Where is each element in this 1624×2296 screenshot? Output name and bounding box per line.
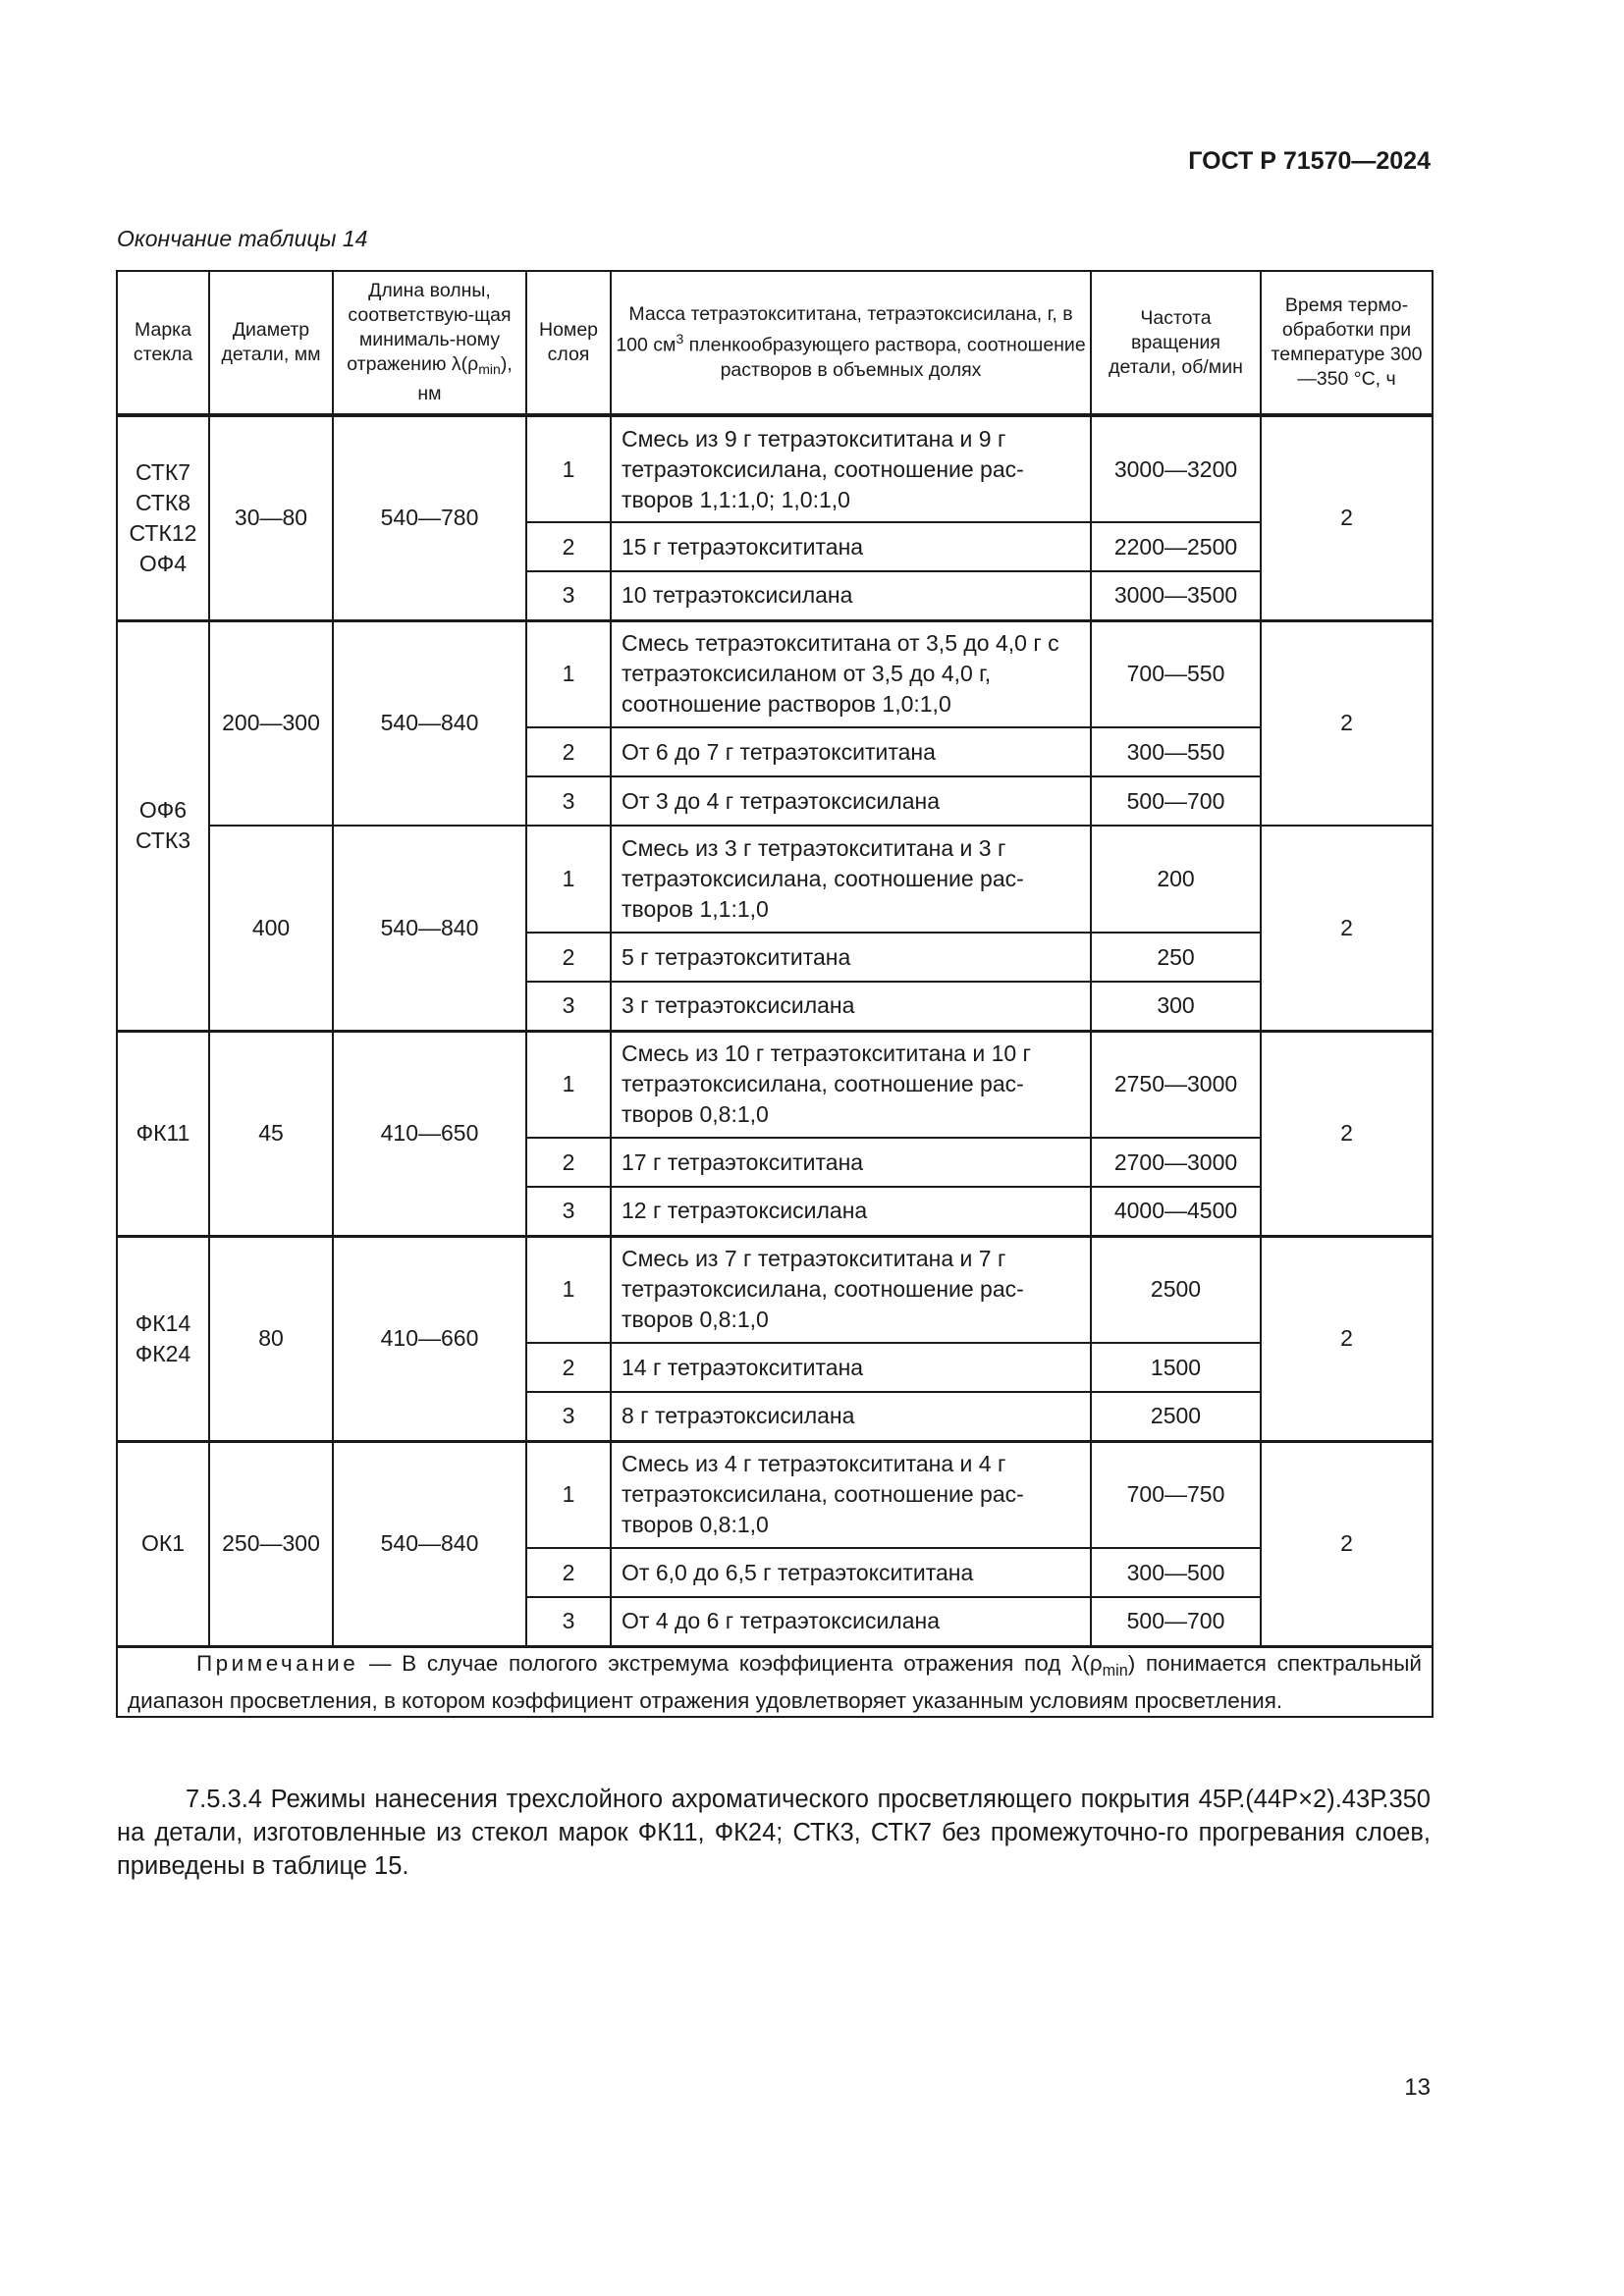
cell-layer-num: 2 <box>526 1138 611 1187</box>
cell-speed: 300 <box>1091 982 1261 1031</box>
cell-time: 2 <box>1261 1236 1433 1441</box>
cell-wavelength: 410—660 <box>333 1236 526 1441</box>
cell-layer-num: 3 <box>526 1597 611 1646</box>
table-row <box>117 415 1433 522</box>
cell-layer-num: 1 <box>526 1031 611 1138</box>
cell-grade: ФК14 ФК24 <box>117 1236 209 1441</box>
cell-diameter: 400 <box>209 826 333 1031</box>
cell-speed: 2700—3000 <box>1091 1138 1261 1187</box>
cell-mass: 5 г тетраэтоксититана <box>611 933 1091 982</box>
page-number: 13 <box>1404 2074 1431 2101</box>
cell-diameter: 30—80 <box>209 415 333 620</box>
cell-diameter: 45 <box>209 1031 333 1236</box>
cell-grade: ФК11 <box>117 1031 209 1236</box>
table-row <box>117 620 1433 727</box>
cell-speed: 2200—2500 <box>1091 522 1261 571</box>
document-code: ГОСТ Р 71570—2024 <box>1188 147 1431 175</box>
col-header-layer: Номер слоя <box>526 271 611 415</box>
cell-speed: 3000—3200 <box>1091 415 1261 522</box>
table-note: Примечание — В случае пологого экстремума коэффициента отражения под $\lambda(\rho_{min})$ понимается спектральный диапазон просветления, в котором коэффициент отражения удовлетворяет указанным условиям просветления. <box>117 1646 1433 1717</box>
cell-time: 2 <box>1261 620 1433 826</box>
cell-mass: Смесь тетраэтоксититана от 3,5 до 4,0 г с тетраэтоксисиланом от 3,5 до 4,0 г, соотношение растворов 1,0:1,0 <box>611 620 1091 727</box>
cell-layer-num: 3 <box>526 1392 611 1441</box>
cell-diameter: 80 <box>209 1236 333 1441</box>
cell-speed: 300—500 <box>1091 1548 1261 1597</box>
body-paragraph: 7.5.3.4 Режимы нанесения трехслойного ахроматического просветляющего покрытия 45Р.(44Р×2).43Р.350 на детали, изготовленные из стекол марок ФК11, ФК24; СТК3, СТК7 без промежуточно-го прогревания слоев, приведены в таблице 15. <box>117 1786 1431 1880</box>
cell-mass: 15 г тетраэтоксититана <box>611 522 1091 571</box>
cell-mass: От 6,0 до 6,5 г тетраэтоксититана <box>611 1548 1091 1597</box>
table-row <box>117 826 1433 933</box>
cell-mass: Смесь из 10 г тетраэтоксититана и 10 г тетраэтоксисилана, соотношение рас-творов 0,8:1,0 <box>611 1031 1091 1138</box>
cell-speed: 4000—4500 <box>1091 1187 1261 1236</box>
cell-diameter: 250—300 <box>209 1441 333 1646</box>
table-row <box>117 1031 1433 1138</box>
cell-layer-num: 3 <box>526 571 611 620</box>
col-header-time: Время термо-обработки при температуре 300—350 °С, ч <box>1261 271 1433 415</box>
cell-speed: 2750—3000 <box>1091 1031 1261 1138</box>
cell-mass: 3 г тетраэтоксисилана <box>611 982 1091 1031</box>
cell-layer-num: 2 <box>526 727 611 776</box>
cell-speed: 200 <box>1091 826 1261 933</box>
cell-mass: От 3 до 4 г тетраэтоксисилана <box>611 776 1091 826</box>
cell-mass: От 6 до 7 г тетраэтоксититана <box>611 727 1091 776</box>
col-header-diameter: Диаметр детали, мм <box>209 271 333 415</box>
table-row <box>117 1441 1433 1548</box>
cell-mass: 17 г тетраэтоксититана <box>611 1138 1091 1187</box>
cell-speed: 2500 <box>1091 1236 1261 1343</box>
cell-mass: 12 г тетраэтоксисилана <box>611 1187 1091 1236</box>
cell-time: 2 <box>1261 1441 1433 1646</box>
col-header-wavelength: Длина волны, соответствую-щая минималь-ному отражению $\lambda(\rho_{min})$, нм <box>333 271 526 415</box>
cell-time: 2 <box>1261 415 1433 620</box>
cell-layer-num: 3 <box>526 1187 611 1236</box>
cell-wavelength: 540—840 <box>333 826 526 1031</box>
coating-modes-table <box>116 270 1434 1718</box>
col-header-mass: Масса тетраэтоксититана, тетраэтоксисилана, г, в 100 $см^3$ пленкообразующего раствора, соотношение растворов в объемных долях <box>611 271 1091 415</box>
cell-grade: ОК1 <box>117 1441 209 1646</box>
table-note-row <box>117 1646 1433 1717</box>
cell-speed: 700—550 <box>1091 620 1261 727</box>
cell-speed: 700—750 <box>1091 1441 1261 1548</box>
cell-layer-num: 2 <box>526 1343 611 1392</box>
cell-layer-num: 1 <box>526 620 611 727</box>
table-caption: Окончание таблицы 14 <box>117 226 368 251</box>
cell-time: 2 <box>1261 826 1433 1031</box>
cell-layer-num: 2 <box>526 1548 611 1597</box>
cell-speed: 3000—3500 <box>1091 571 1261 620</box>
cell-mass: Смесь из 4 г тетраэтоксититана и 4 г тетраэтоксисилана, соотношение рас-творов 0,8:1,0 <box>611 1441 1091 1548</box>
cell-wavelength: 540—840 <box>333 620 526 826</box>
cell-mass: Смесь из 9 г тетраэтоксититана и 9 г тетраэтоксисилана, соотношение рас-творов 1,1:1,0; 1,0:1,0 <box>611 415 1091 522</box>
cell-layer-num: 2 <box>526 522 611 571</box>
cell-speed: 300—550 <box>1091 727 1261 776</box>
cell-wavelength: 410—650 <box>333 1031 526 1236</box>
cell-speed: 2500 <box>1091 1392 1261 1441</box>
cell-mass: От 4 до 6 г тетраэтоксисилана <box>611 1597 1091 1646</box>
cell-speed: 250 <box>1091 933 1261 982</box>
cell-wavelength: 540—840 <box>333 1441 526 1646</box>
cell-mass: 14 г тетраэтоксититана <box>611 1343 1091 1392</box>
col-header-speed: Частота вращения детали, об/мин <box>1091 271 1261 415</box>
cell-mass: 10 тетраэтоксисилана <box>611 571 1091 620</box>
cell-layer-num: 3 <box>526 776 611 826</box>
cell-speed: 500—700 <box>1091 1597 1261 1646</box>
cell-mass: 8 г тетраэтоксисилана <box>611 1392 1091 1441</box>
cell-layer-num: 1 <box>526 415 611 522</box>
table-header-row <box>117 271 1433 415</box>
col-header-grade: Марка стекла <box>117 271 209 415</box>
cell-speed: 1500 <box>1091 1343 1261 1392</box>
cell-speed: 500—700 <box>1091 776 1261 826</box>
cell-mass: Смесь из 3 г тетраэтоксититана и 3 г тетраэтоксисилана, соотношение рас-творов 1,1:1,0 <box>611 826 1091 933</box>
cell-wavelength: 540—780 <box>333 415 526 620</box>
cell-layer-num: 1 <box>526 1236 611 1343</box>
cell-layer-num: 1 <box>526 1441 611 1548</box>
table-row <box>117 1236 1433 1343</box>
cell-layer-num: 3 <box>526 982 611 1031</box>
note-label: Примечание <box>196 1650 359 1676</box>
cell-mass: Смесь из 7 г тетраэтоксититана и 7 г тетраэтоксисилана, соотношение рас-творов 0,8:1,0 <box>611 1236 1091 1343</box>
cell-layer-num: 1 <box>526 826 611 933</box>
cell-grade: СТК7 СТК8 СТК12 ОФ4 <box>117 415 209 620</box>
cell-diameter: 200—300 <box>209 620 333 826</box>
cell-layer-num: 2 <box>526 933 611 982</box>
cell-time: 2 <box>1261 1031 1433 1236</box>
cell-grade: ОФ6 СТК3 <box>117 620 209 1031</box>
